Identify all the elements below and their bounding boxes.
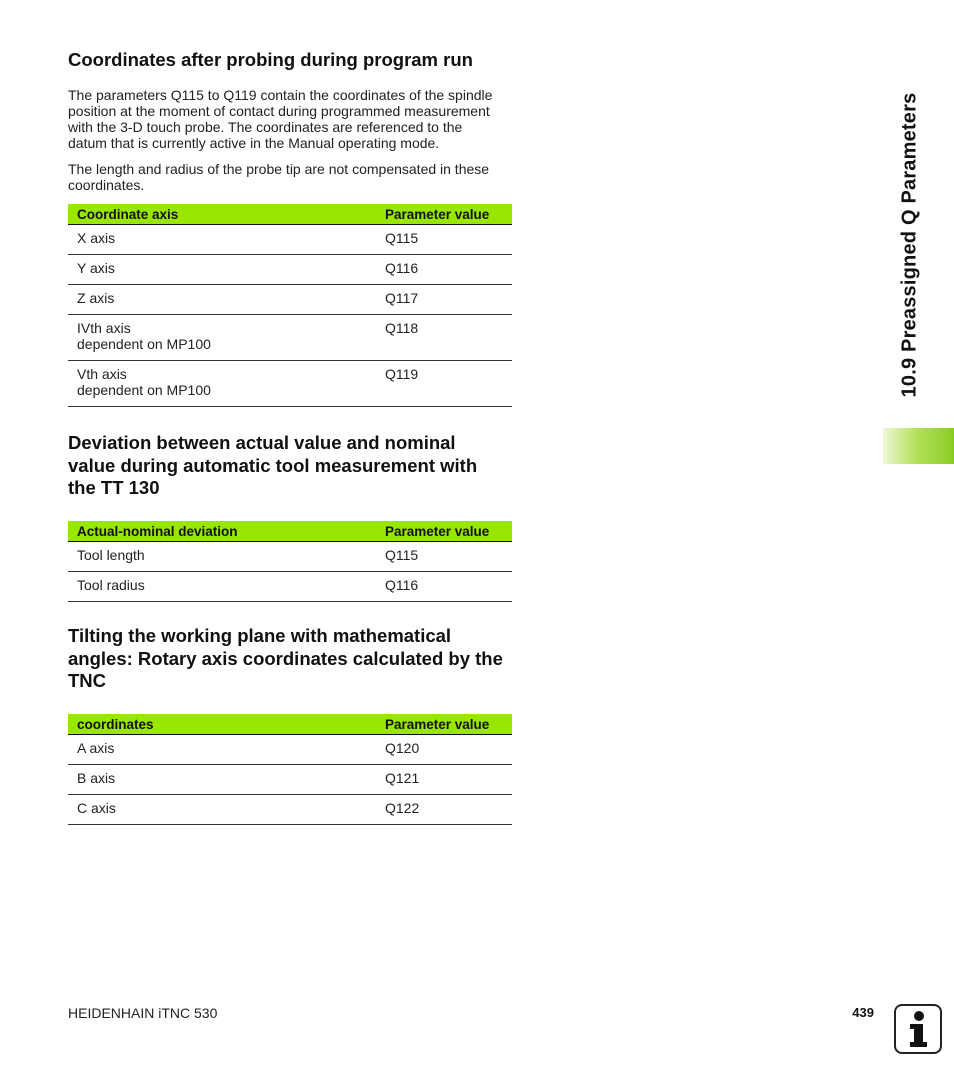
- table-cell: C axis: [68, 795, 376, 825]
- deviation-table: [68, 521, 512, 602]
- chapter-title: 10.9 Preassigned Q Parameters: [898, 92, 921, 398]
- table-row: [68, 285, 512, 315]
- heading-line: angles: Rotary axis coordinates calculated by the: [68, 647, 503, 669]
- column-header: Parameter value: [376, 204, 512, 225]
- table-row: [68, 361, 512, 407]
- table-cell: Z axis: [68, 285, 376, 315]
- table-row: [68, 765, 512, 795]
- heading-line: value during automatic tool measurement with: [68, 454, 478, 476]
- table-cell: Q118: [376, 315, 512, 361]
- table-cell: Q122: [376, 795, 512, 825]
- text-line: with the 3-D touch probe. The coordinates are referenced to the: [68, 119, 463, 135]
- heading-line: TNC: [68, 670, 107, 691]
- table-header-row: [68, 204, 512, 225]
- section-heading-tilting: [68, 625, 528, 693]
- table-row: [68, 572, 512, 602]
- table-cell: A axis: [68, 735, 376, 765]
- table-header-row: [68, 521, 512, 542]
- table-cell: Q119: [376, 361, 512, 407]
- table-row: [68, 225, 512, 255]
- table-row: [68, 542, 512, 572]
- page-number: 439: [852, 1005, 874, 1020]
- table-row: [68, 795, 512, 825]
- section-heading-deviation: [68, 432, 528, 500]
- heading-line: Tilting the working plane with mathematical: [68, 625, 452, 646]
- axis-name: IVth axis: [77, 320, 131, 336]
- probing-description: [68, 87, 528, 151]
- table-cell: [68, 361, 376, 407]
- rotary-axis-table: [68, 714, 512, 825]
- axis-note: dependent on MP100: [77, 336, 211, 352]
- table-cell: Q115: [376, 542, 512, 572]
- text-line: The length and radius of the probe tip are not compensated in these: [68, 161, 490, 177]
- text-line: The parameters Q115 to Q119 contain the coordinates of the spindle: [68, 87, 493, 103]
- heading-line: Deviation between actual value and nominal: [68, 432, 456, 453]
- table-row: [68, 735, 512, 765]
- text-line: datum that is currently active in the Manual operating mode.: [68, 135, 440, 151]
- table-cell: [68, 315, 376, 361]
- table-cell: X axis: [68, 225, 376, 255]
- table-cell: Q115: [376, 225, 512, 255]
- table-cell: Tool length: [68, 542, 376, 572]
- column-header: Actual-nominal deviation: [68, 521, 376, 542]
- column-header: Parameter value: [376, 714, 512, 735]
- axis-name: Vth axis: [77, 366, 127, 382]
- text-line: coordinates.: [68, 177, 145, 193]
- axis-note: dependent on MP100: [77, 382, 211, 398]
- text-line: position at the moment of contact during programmed measurement: [68, 103, 490, 119]
- coordinate-axis-table: [68, 204, 512, 407]
- table-row: [68, 315, 512, 361]
- table-cell: Tool radius: [68, 572, 376, 602]
- section-heading-probing: Coordinates after probing during program run: [68, 49, 473, 70]
- footer-product: HEIDENHAIN iTNC 530: [68, 1005, 218, 1021]
- column-header: Parameter value: [376, 521, 512, 542]
- table-cell: Q116: [376, 255, 512, 285]
- column-header: coordinates: [68, 714, 376, 735]
- probe-compensation-note: [68, 161, 528, 193]
- table-header-row: [68, 714, 512, 735]
- table-cell: Y axis: [68, 255, 376, 285]
- chapter-tab-marker: [883, 428, 954, 464]
- info-icon: [894, 1004, 942, 1054]
- table-cell: Q121: [376, 765, 512, 795]
- table-cell: Q116: [376, 572, 512, 602]
- table-cell: Q120: [376, 735, 512, 765]
- table-cell: Q117: [376, 285, 512, 315]
- column-header: Coordinate axis: [68, 204, 376, 225]
- chapter-sidebar: [886, 60, 934, 430]
- table-row: [68, 255, 512, 285]
- heading-line: the TT 130: [68, 477, 160, 498]
- table-cell: B axis: [68, 765, 376, 795]
